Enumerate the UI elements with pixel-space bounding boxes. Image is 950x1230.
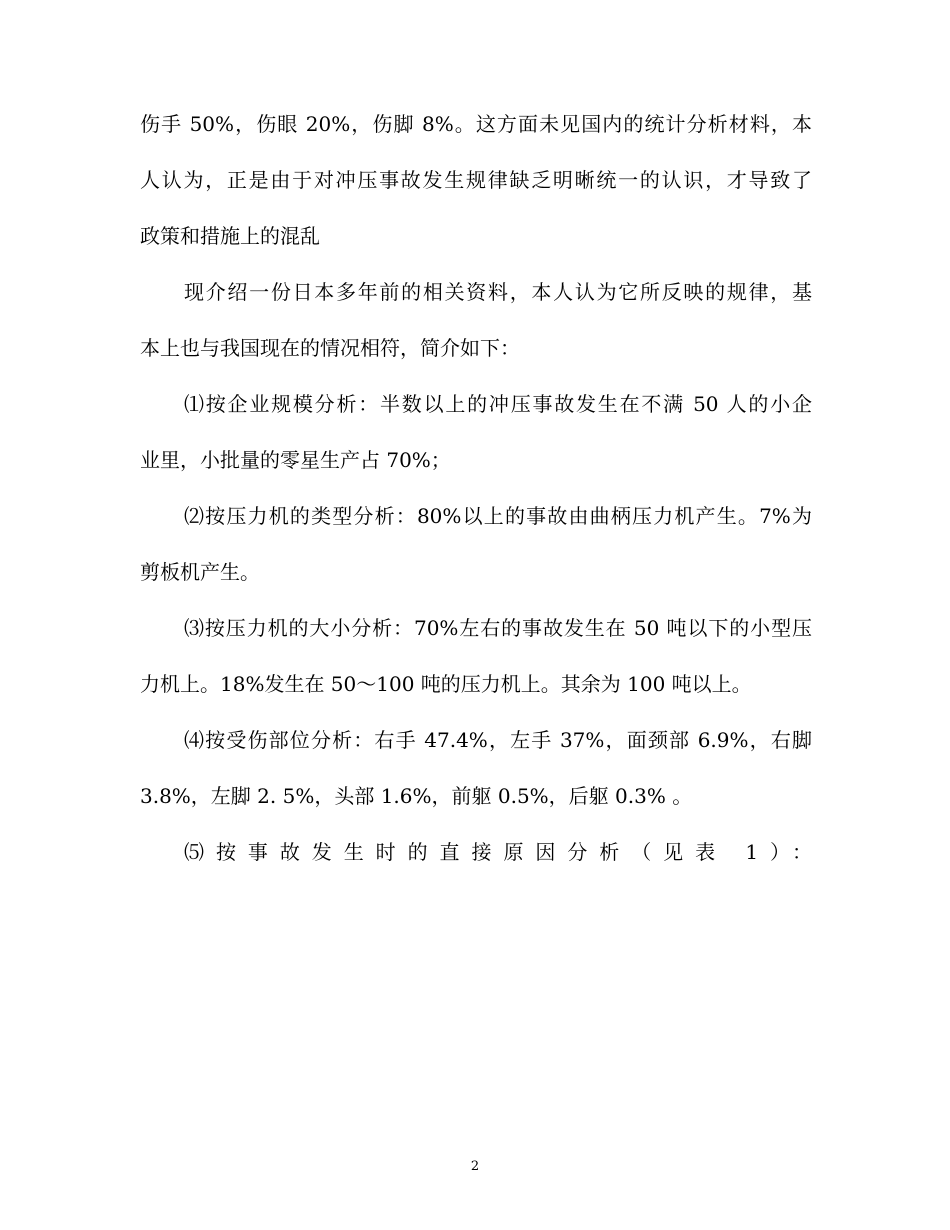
text-line: 力机上。18%发生在 50～100 吨的压力机上。其余为 100 吨以上。	[140, 672, 752, 696]
text-line: 剪板机产生。	[140, 560, 260, 584]
text-line: ⑴按企业规模分析：半数以上的冲压事故发生在不满 50 人的小企	[184, 392, 812, 416]
text-line: 政策和措施上的混乱	[140, 224, 320, 248]
text-line: 伤手 50%，伤眼 20%，伤脚 8%。这方面未见国内的统计分析材料，本	[140, 112, 812, 136]
text-line: 3.8%，左脚 2. 5%，头部 1.6%，前躯 0.5%，后躯 0.3% 。	[140, 784, 693, 808]
text-line: 业里，小批量的零星生产占 70%；	[140, 448, 451, 472]
text-line: ⑶按压力机的大小分析：70%左右的事故发生在 50 吨以下的小型压	[184, 616, 812, 640]
text-line: 本上也与我国现在的情况相符，简介如下：	[140, 336, 520, 360]
text-line: ⑵按压力机的类型分析：80%以上的事故由曲柄压力机产生。7%为	[184, 504, 812, 528]
text-line: 人认为，正是由于对冲压事故发生规律缺乏明晰统一的认识，才导致了	[140, 168, 812, 192]
text-line: 现介绍一份日本多年前的相关资料，本人认为它所反映的规律，基	[184, 280, 812, 304]
page-number: 2	[470, 1159, 480, 1174]
text-line: ⑸按事故发生时的直接原因分析（见表 1）：	[184, 840, 812, 864]
text-line: ⑷按受伤部位分析：右手 47.4%，左手 37%，面颈部 6.9%，右脚	[184, 728, 812, 752]
